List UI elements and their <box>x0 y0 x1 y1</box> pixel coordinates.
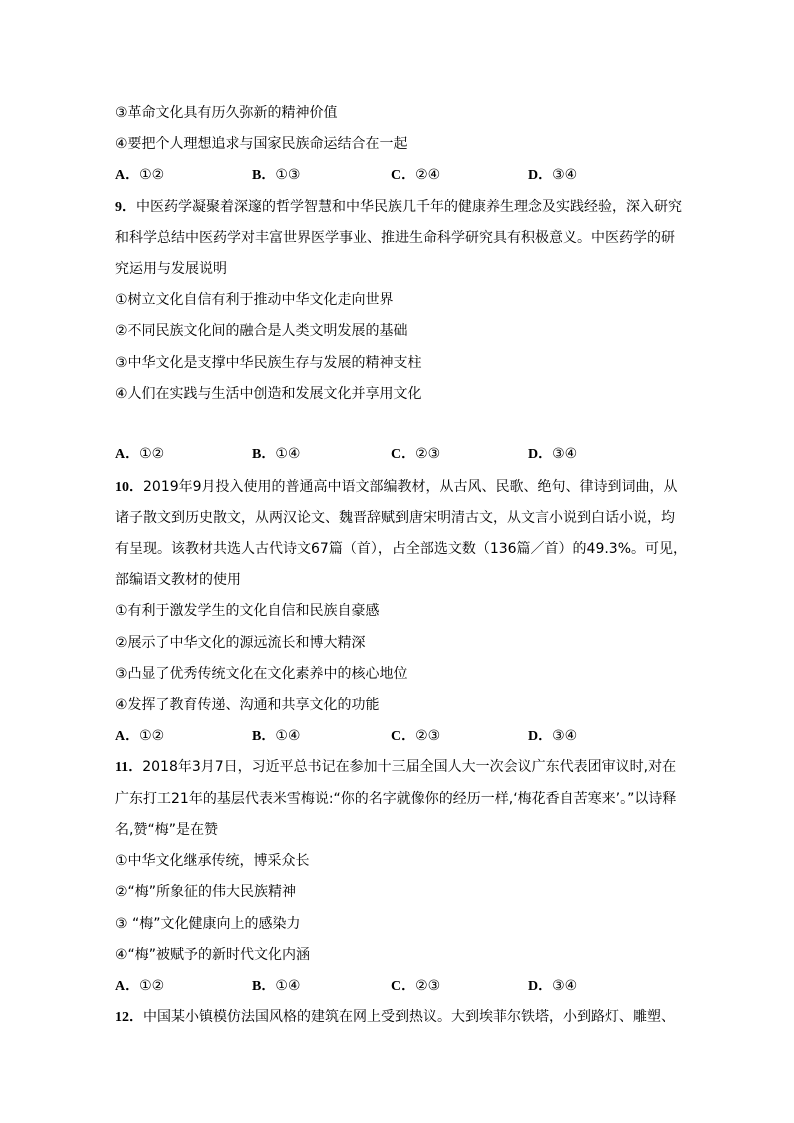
q10-option-a: A．①② <box>115 728 165 744</box>
q8-item-3: ③革命文化具有历久弥新的精神价值 <box>115 105 338 121</box>
q11-item-1: ①中华文化继承传统，博采众长 <box>115 853 310 869</box>
q10-item-3: ③凸显了优秀传统文化在文化素养中的核心地位 <box>115 666 408 682</box>
q10-item-4: ④发挥了教育传递、沟通和共享文化的功能 <box>115 697 380 713</box>
q11-item-2: ②“梅”所象征的伟大民族精神 <box>115 884 297 900</box>
q11-item-3: ③ “梅”文化健康向上的感染力 <box>115 916 301 932</box>
q10-option-c: C．②③ <box>391 728 441 744</box>
q11-stem-line-3: 名,赞“梅”是在赞 <box>115 822 218 838</box>
q8-option-c: C．②④ <box>391 167 441 183</box>
q9-item-2: ②不同民族文化间的融合是人类文明发展的基础 <box>115 323 408 339</box>
q9-option-c: C．②③ <box>391 446 441 462</box>
q11-option-b: B．①④ <box>252 978 301 994</box>
q9-option-a: A．①② <box>115 446 165 462</box>
q11-option-d: D．③④ <box>528 978 578 994</box>
q10-option-d: D．③④ <box>528 728 578 744</box>
q10-number: 10． <box>115 480 143 495</box>
q8-option-d: D．③④ <box>528 167 578 183</box>
q11-option-c: C．②③ <box>391 978 441 994</box>
q10-option-b: B．①④ <box>252 728 301 744</box>
q9-item-1: ①树立文化自信有利于推动中华文化走向世界 <box>115 292 394 308</box>
q8-option-b: B．①③ <box>252 167 301 183</box>
q10-stem-line-2: 诸子散文到历史散文，从两汉论文、魏晋辞赋到唐宋明清古文，从文言小说到白话小说，均 <box>115 510 675 526</box>
q12-stem-line-1: 12．中国某小镇模仿法国风格的建筑在网上受到热议。大到埃菲尔铁塔，小到路灯、雕塑、 <box>115 1009 675 1025</box>
q9-item-4: ④人们在实践与生活中创造和发展文化并享用文化 <box>115 386 422 402</box>
q12-number: 12． <box>115 1010 143 1025</box>
q8-options <box>115 166 635 184</box>
q11-stem-line-2: 广东打工21年的基层代表米雪梅说:“你的名字就像你的经历一样,‘梅花香自苦寒来’。”以诗释 <box>115 791 677 807</box>
q10-stem-line-3: 有呈现。该教材共选人古代诗文67篇（首），占全部选文数（136篇／首）的49.3%。可见， <box>115 541 688 557</box>
q9-number: 9． <box>115 200 136 215</box>
q11-options <box>115 977 635 995</box>
q9-stem-line-1: 9．中医药学凝聚着深邃的哲学智慧和中华民族几千年的健康养生理念及实践经验，深入研究 <box>115 199 682 215</box>
q9-stem-line-3: 究运用与发展说明 <box>115 261 227 277</box>
q10-item-2: ②展示了中华文化的源远流长和博大精深 <box>115 635 366 651</box>
q10-stem-line-4: 部编语文教材的使用 <box>115 572 241 588</box>
q8-item-4: ④要把个人理想追求与国家民族命运结合在一起 <box>115 136 408 152</box>
q9-item-3: ③中华文化是支撑中华民族生存与发展的精神支柱 <box>115 355 422 371</box>
q11-option-a: A．①② <box>115 978 165 994</box>
q11-stem-line-1: 11．2018年3月7日，习近平总书记在参加十三届全国人大一次会议广东代表团审议时,对在 <box>115 759 677 775</box>
q11-number: 11． <box>115 760 143 775</box>
q10-item-1: ①有利于激发学生的文化自信和民族自豪感 <box>115 603 380 619</box>
q9-stem-line-2: 和科学总结中医药学对丰富世界医学事业、推进生命科学研究具有积极意义。中医药学的研 <box>115 230 675 246</box>
q9-option-d: D．③④ <box>528 446 578 462</box>
q10-options <box>115 727 635 745</box>
q9-option-b: B．①④ <box>252 446 301 462</box>
q11-item-4: ④“梅”被赋予的新时代文化内涵 <box>115 947 311 963</box>
q8-option-a: A．①② <box>115 167 165 183</box>
q9-options <box>115 445 635 463</box>
q10-stem-line-1: 10．2019年9月投入使用的普通高中语文部编教材，从古风、民歌、绝句、律诗到词曲，从 <box>115 479 678 495</box>
